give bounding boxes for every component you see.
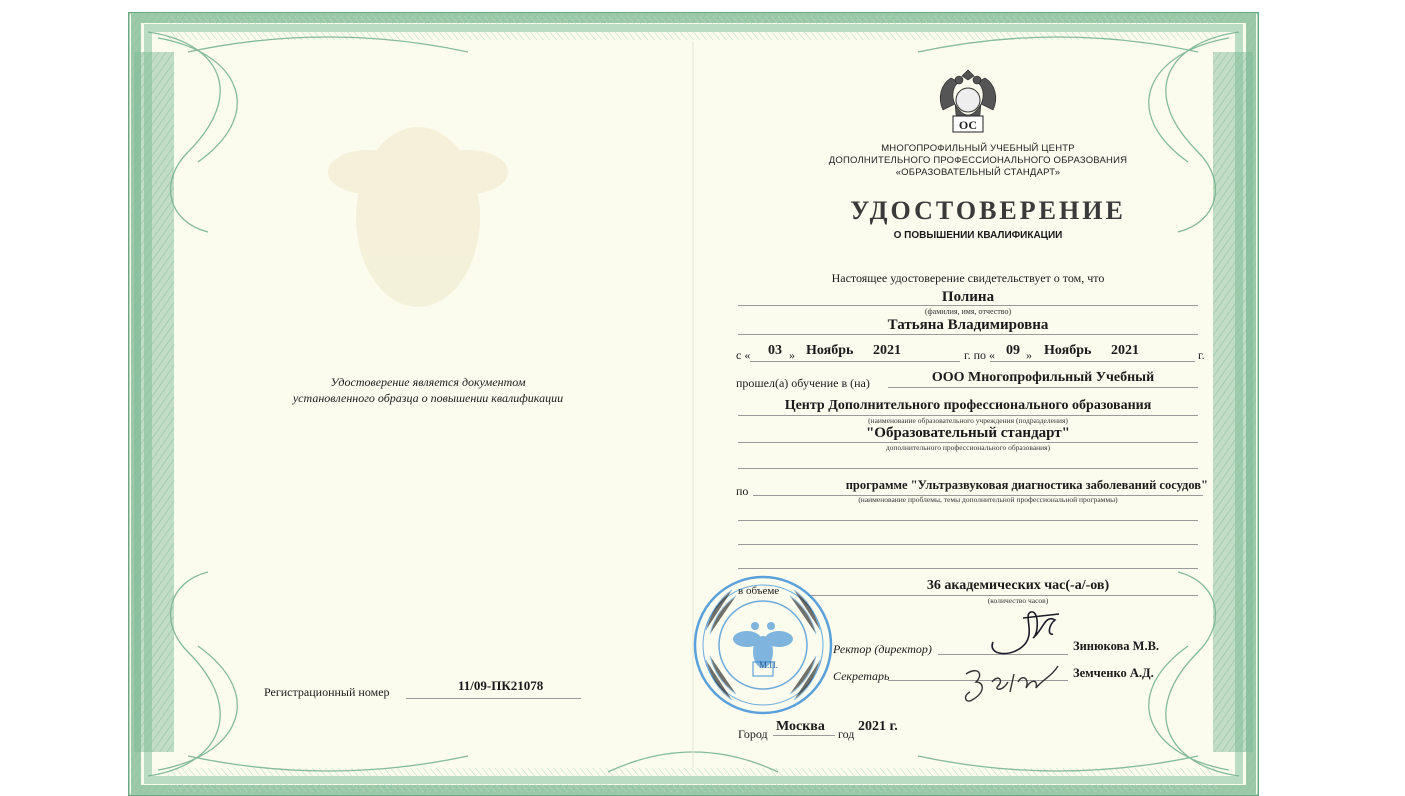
- blank-underline-4: [738, 568, 1198, 569]
- date-from-prefix: с «: [736, 348, 751, 362]
- secretary-name: Земченко А.Д.: [1073, 666, 1154, 680]
- institution-line1-underline: [888, 387, 1198, 388]
- date-to-day: 09: [1006, 343, 1020, 358]
- name-underline: [738, 334, 1198, 335]
- program-caption: (наименование проблемы, темы дополнительной профессиональной программы): [858, 495, 1118, 504]
- fio-caption: (фамилия, имя, отчество): [924, 307, 1012, 316]
- date-to-suffix: г.: [1198, 348, 1205, 362]
- name-patronymic: Татьяна Владимировна: [887, 317, 1049, 333]
- seal-label: М.П.: [759, 660, 779, 670]
- registration-number: 11/09-ПК21078: [458, 678, 544, 693]
- emblem-text: ОС: [958, 118, 978, 132]
- year: 2021 г.: [858, 719, 898, 734]
- blank-underline-2: [738, 520, 1198, 521]
- institution-caption1: (наименование образовательного учреждения (подразделения): [868, 416, 1068, 425]
- official-stamp: [692, 574, 834, 716]
- program-title: программе "Ультразвуковая диагностика заболеваний сосудов": [845, 478, 1208, 492]
- hours-caption: (количество часов): [987, 596, 1049, 605]
- legal-statement: [268, 374, 588, 406]
- date-from-year: 2021: [873, 343, 901, 358]
- rector-label: Ректор (директор): [833, 642, 932, 656]
- eagle-emblem-icon: [933, 64, 1003, 142]
- legal-statement-line2: установленного образца о повышении квалификации: [292, 391, 564, 405]
- date-to-prefix: г. по «: [964, 348, 995, 362]
- document-title: УДОСТОВЕРЕНИЕ: [850, 196, 1126, 225]
- legal-statement-line1: Удостоверение является документом: [330, 375, 526, 389]
- date-to-underline: [990, 361, 1195, 362]
- date-from-day: 03: [768, 343, 782, 358]
- organization-line1: МНОГОПРОФИЛЬНЫЙ УЧЕБНЫЙ ЦЕНТР: [881, 143, 1075, 154]
- organization-line2: ДОПОЛНИТЕЛЬНОГО ПРОФЕССИОНАЛЬНОГО ОБРАЗОВАНИЯ: [828, 155, 1128, 166]
- city-underline: [773, 735, 835, 736]
- intro-text: Настоящее удостоверение свидетельствует о том, что: [831, 271, 1105, 285]
- date-from-month: Ноябрь: [806, 343, 854, 358]
- registration-label: Регистрационный номер: [264, 685, 390, 699]
- institution-line1: ООО Многопрофильный Учебный: [931, 370, 1155, 385]
- blank-underline-1: [738, 468, 1198, 469]
- blank-underline-3: [738, 544, 1198, 545]
- organization-line3: «ОБРАЗОВАТЕЛЬНЫЙ СТАНДАРТ»: [895, 167, 1061, 178]
- secretary-label: Секретарь: [833, 669, 890, 683]
- date-to-year: 2021: [1111, 343, 1139, 358]
- hours: 36 академических час(-а/-ов): [926, 578, 1110, 593]
- surname: Полина: [941, 289, 995, 305]
- institution-line2: Центр Дополнительного профессионального образования: [784, 398, 1152, 413]
- year-label: год: [838, 727, 855, 741]
- date-from-underline: [750, 361, 960, 362]
- date-from-day-close: »: [789, 348, 795, 362]
- secretary-signature: [958, 652, 1068, 708]
- watermark-emblem: [328, 127, 508, 307]
- institution-caption2: дополнительного профессионального образования): [885, 443, 1051, 452]
- trained-label: прошел(а) обучение в (на): [736, 376, 870, 390]
- document-subtitle: О ПОВЫШЕНИИ КВАЛИФИКАЦИИ: [893, 230, 1063, 241]
- volume-label: в объеме: [738, 585, 780, 597]
- program-label: по: [736, 484, 749, 498]
- date-to-month: Ноябрь: [1044, 343, 1092, 358]
- rector-name: Зинюкова М.В.: [1073, 639, 1160, 653]
- registration-underline: [406, 698, 581, 699]
- date-to-day-close: »: [1026, 348, 1032, 362]
- city: Москва: [776, 719, 825, 734]
- certificate-document: [128, 12, 1259, 796]
- organization-header: [788, 143, 1168, 179]
- city-label: Город: [738, 727, 768, 741]
- institution-line3: "Образовательный стандарт": [865, 425, 1071, 441]
